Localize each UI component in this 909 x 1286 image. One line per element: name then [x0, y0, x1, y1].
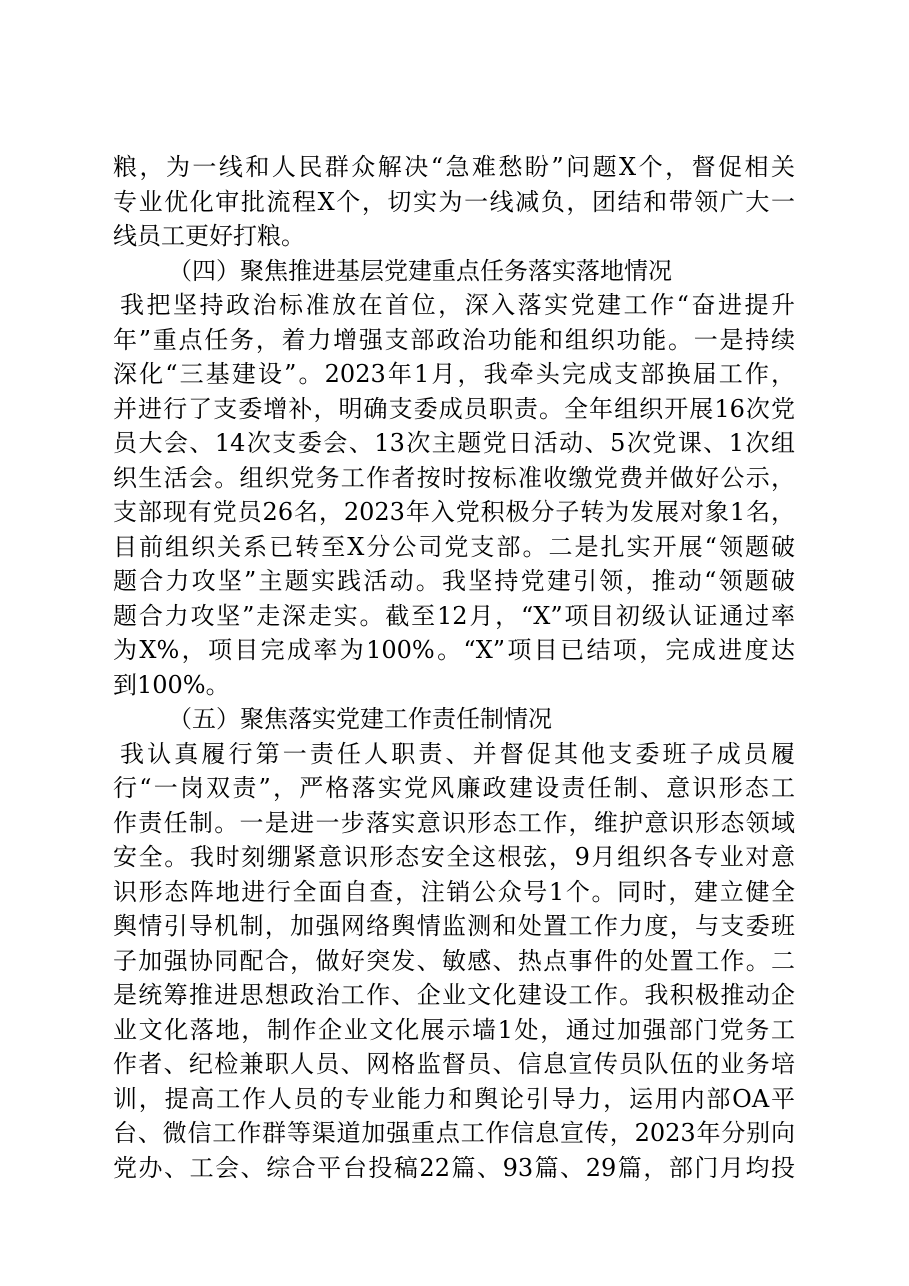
section-heading-4: （四）聚焦推进基层党建重点任务落实落地情况 — [168, 257, 672, 285]
body-text-line: 题合力攻坚”走深走实。截至12月，“X”项目初级认证通过率 — [113, 602, 795, 630]
body-text-line: 台、微信工作群等渠道加强重点工作信息宣传，2023年分别向 — [113, 1119, 795, 1147]
body-text-line: 业文化落地，制作企业文化展示墙1处，通过加强部门党务工 — [113, 1016, 795, 1044]
body-text-line: 作者、纪检兼职人员、网格监督员、信息宣传员队伍的业务培 — [113, 1050, 795, 1078]
section-heading-5: （五）聚焦落实党建工作责任制情况 — [168, 705, 552, 733]
body-text-line: 目前组织关系已转至X分公司党支部。二是扎实开展“领题破 — [113, 533, 795, 561]
body-text-line: 员大会、14次支委会、13次主题党日活动、5次党课、1次组 — [113, 429, 795, 457]
body-text-line: 深化“三基建设”。2023年1月，我牵头完成支部换届工作， — [113, 360, 795, 388]
body-text-line: 题合力攻坚”主题实践活动。我坚持党建引领，推动“领题破 — [113, 567, 795, 595]
body-text-line: 子加强协同配合，做好突发、敏感、热点事件的处置工作。二 — [113, 947, 795, 975]
body-text-line: 支部现有党员26名，2023年入党积极分子转为发展对象1名， — [113, 498, 795, 526]
body-text-line: 党办、工会、综合平台投稿22篇、93篇、29篇，部门月均投 — [113, 1154, 795, 1182]
body-text-line: 线员工更好打粮。 — [113, 222, 305, 250]
body-text-line: 是统筹推进思想政治工作、企业文化建设工作。我积极推动企 — [113, 981, 795, 1009]
body-text-line: 我把坚持政治标准放在首位，深入落实党建工作“奋进提升 — [120, 291, 795, 319]
body-text-line: 年”重点任务，着力增强支部政治功能和组织功能。一是持续 — [113, 326, 795, 354]
body-text-line: 粮，为一线和人民群众解决“急难愁盼”问题X个，督促相关 — [113, 153, 795, 181]
body-text-line: 到100%。 — [113, 671, 230, 699]
body-text-line: 识形态阵地进行全面自查，注销公众号1个。同时，建立健全 — [113, 878, 795, 906]
body-text-line: 作责任制。一是进一步落实意识形态工作，维护意识形态领域 — [113, 809, 795, 837]
body-text-line: 行“一岗双责”，严格落实党风廉政建设责任制、意识形态工 — [113, 774, 795, 802]
body-text-line: 舆情引导机制，加强网络舆情监测和处置工作力度，与支委班 — [113, 912, 795, 940]
body-text-line: 训，提高工作人员的专业能力和舆论引导力，运用内部OA平 — [113, 1085, 795, 1113]
body-text-line: 我认真履行第一责任人职责、并督促其他支委班子成员履 — [120, 740, 795, 768]
body-text-line: 安全。我时刻绷紧意识形态安全这根弦，9月组织各专业对意 — [113, 843, 795, 871]
body-text-line: 织生活会。组织党务工作者按时按标准收缴党费并做好公示， — [113, 464, 795, 492]
body-text-line: 为X%，项目完成率为100%。“X”项目已结项，完成进度达 — [113, 636, 795, 664]
body-text-line: 并进行了支委增补，明确支委成员职责。全年组织开展16次党 — [113, 395, 795, 423]
body-text-line: 专业优化审批流程X个，切实为一线减负，团结和带领广大一 — [113, 188, 795, 216]
